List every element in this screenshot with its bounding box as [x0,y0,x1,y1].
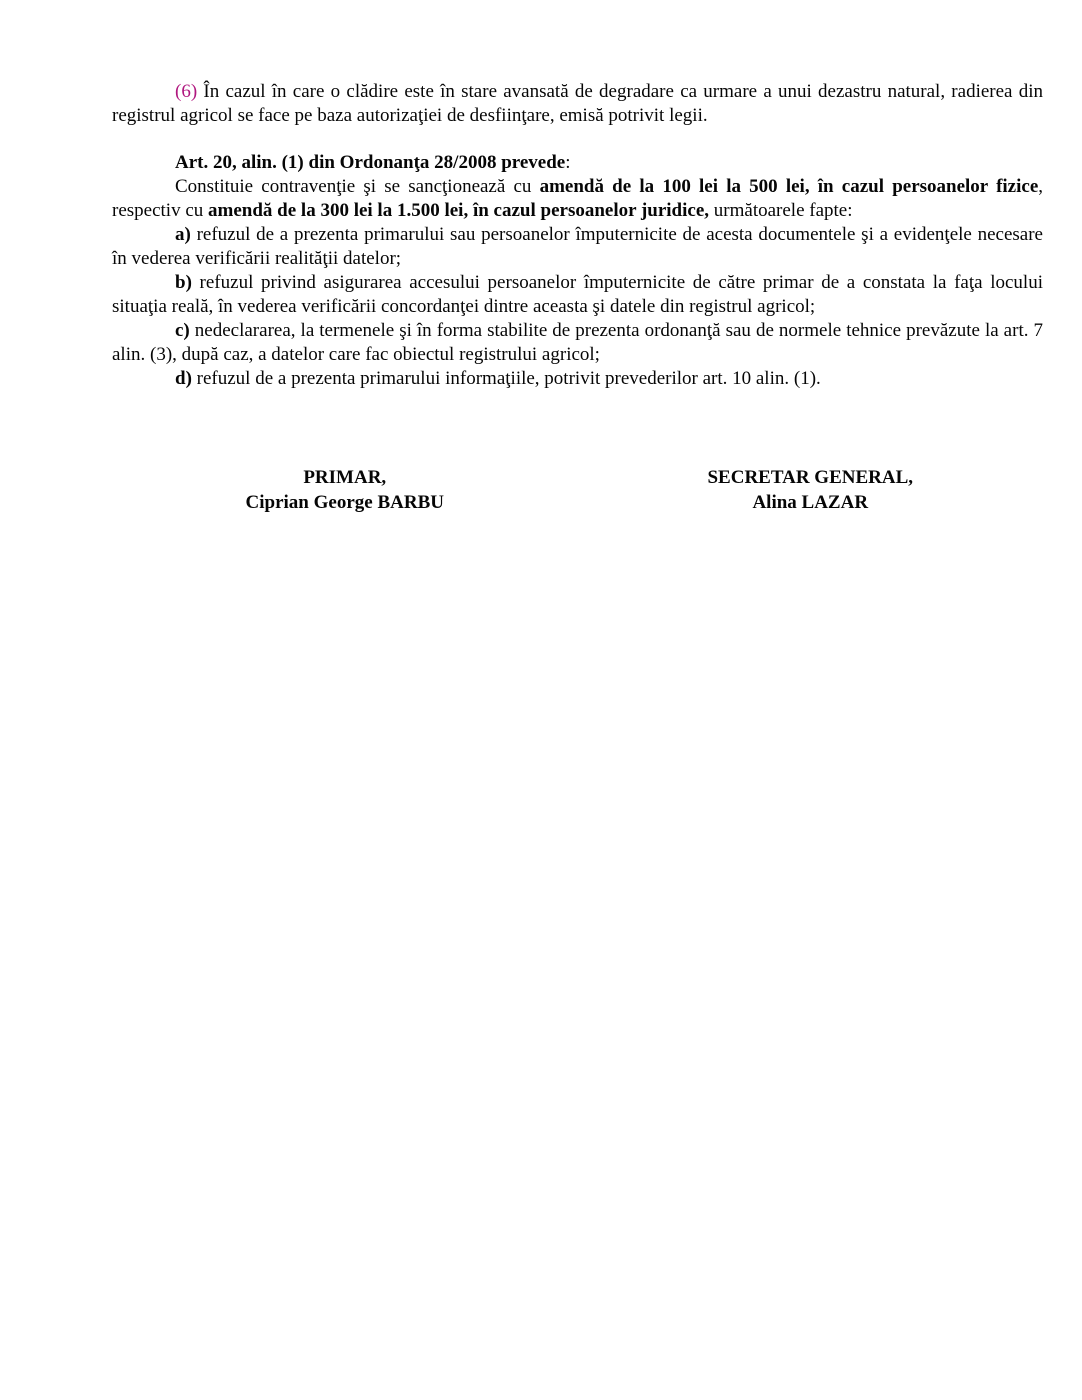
intro-segment-3-fine-legal-entities: amendă de la 300 lei la 1.500 lei, în cazul persoanelor juridice, [208,200,710,221]
list-item-a [112,223,1043,271]
signature-block [112,465,1043,515]
signature-primar-name: Ciprian George BARBU [245,492,444,513]
list-item-d-text: refuzul de a prezenta primarului informaţiile, potrivit prevederilor art. 10 alin. (1). [191,368,821,389]
art20-heading [112,151,1043,175]
intro-segment-0: Constituie contravenţie şi se sancţionează cu [175,176,540,197]
list-item-b-text: refuzul privind asigurarea accesului persoanelor împuternicite de către primar de a constata la faţa locului situaţia reală, în vederea verificării concordanţei dintre aceasta şi datele din registrul agricol; [112,272,1043,317]
signature-primar [112,465,578,515]
list-item-d [112,367,1043,391]
signature-secretar-name: Alina LAZAR [752,492,869,513]
list-item-c [112,319,1043,367]
signature-secretar-general [578,465,1044,515]
list-item-d-marker: d) [175,368,192,389]
list-item-a-text: refuzul de a prezenta primarului sau persoanelor împuternicite de acesta documentele şi a evidenţele necesare în vederea verificării realităţii datelor; [112,224,1043,269]
list-item-c-marker: c) [175,320,190,341]
paragraph-6 [112,80,1043,128]
art20-heading-bold-text: Art. 20, alin. (1) din Ordonanţa 28/2008 prevede [175,152,566,173]
list-item-c-text: nedeclararea, la termenele şi în forma stabilite de prezenta ordonanţă sau de normele tehnice prevăzute la art. 7 alin. (3), după caz, a datelor care fac obiectul registrului agricol; [112,320,1043,365]
list-item-b-marker: b) [175,272,192,293]
paragraph-6-marker: (6) [175,81,198,102]
intro-segment-4: următoarele fapte: [709,200,853,221]
signature-primar-title: PRIMAR, [303,467,387,488]
intro-segment-2: , respectiv cu [112,176,1044,221]
intro-segment-1-fine-persons: amendă de la 100 lei la 500 lei, în cazul persoanelor fizice [539,176,1039,197]
signature-secretar-title: SECRETAR GENERAL, [707,467,914,488]
list-item-a-marker: a) [175,224,191,245]
list-item-b [112,271,1043,319]
art20-heading-colon: : [565,152,571,173]
paragraph-6-text: În cazul în care o clădire este în stare avansată de degradare ca urmare a unui dezastru natural, radierea din registrul agricol se face pe baza autorizaţiei de desfiinţare, emisă potrivit legii. [112,81,1043,126]
art20-intro-paragraph [112,175,1043,223]
